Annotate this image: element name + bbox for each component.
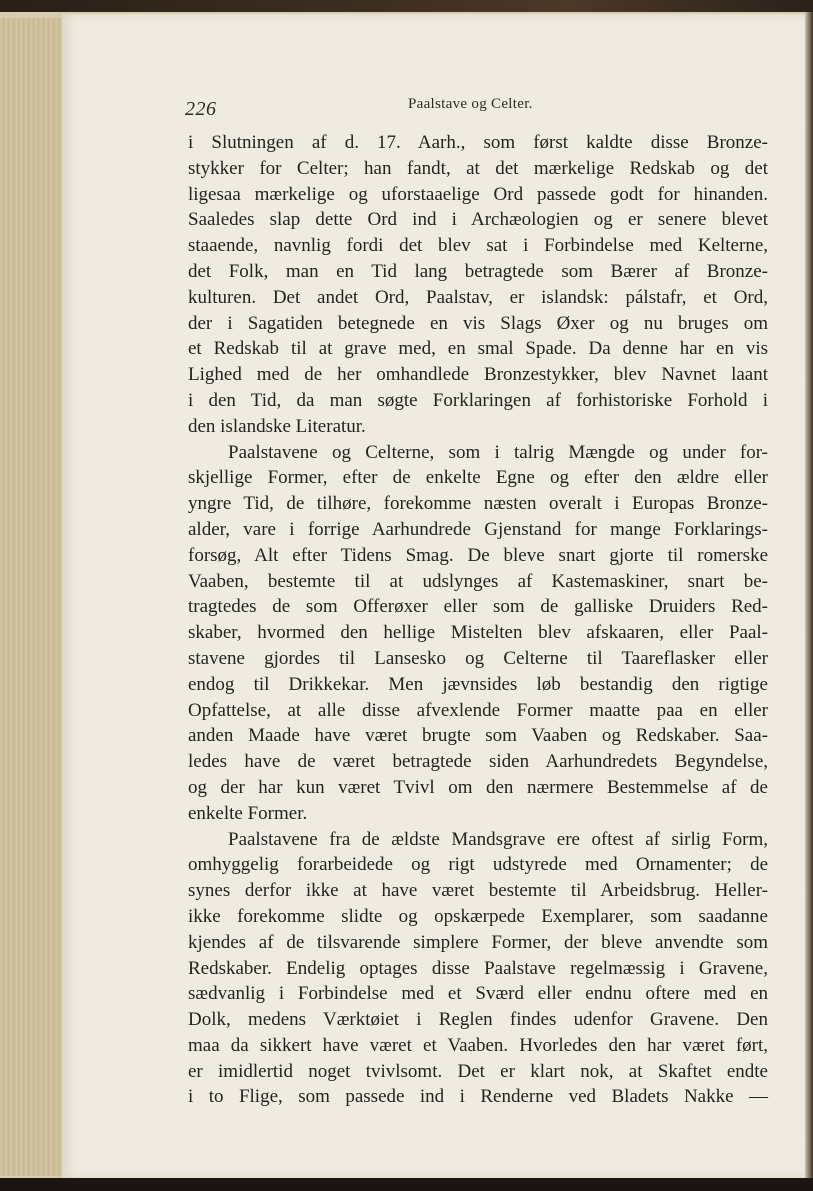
body-text <box>188 130 768 1110</box>
text-line: i to Flige, som passede ind i Renderne ved Bladets Nakke — <box>188 1086 768 1108</box>
text-line: der i Sagatiden betegnede en vis Slags Øxer og nu bruges om <box>188 312 768 334</box>
text-line: alder, vare i forrige Aarhundrede Gjenstand for mange Forklarings- <box>188 518 768 540</box>
text-line: i Slutningen af d. 17. Aarh., som først kaldte disse Bronze- <box>188 132 768 153</box>
text-line: endog til Drikkekar. Men jævnsides løb bestandig den rigtige <box>188 673 768 695</box>
text-line: Paalstavene og Celterne, som i talrig Mængde og under for- <box>228 441 768 463</box>
text-line: forsøg, Alt efter Tidens Smag. De bleve snart gjorte til romerske <box>188 544 768 566</box>
text-line: et Redskab til at grave med, en smal Spade. Da denne har en vis <box>188 338 768 360</box>
text-line: den islandske Literatur. <box>188 415 366 437</box>
text-line: stykker for Celter; han fandt, at det mærkelige Redskab og det <box>188 157 768 179</box>
book-page <box>62 14 805 1178</box>
text-line: enkelte Former. <box>188 802 308 824</box>
text-line: Redskaber. Endelig optages disse Paalstave regelmæssig i Gravene, <box>188 957 768 979</box>
text-line: Paalstavene fra de ældste Mandsgrave ere oftest af sirlig Form, <box>228 828 768 850</box>
text-line: sædvanlig i Forbindelse med et Sværd eller endnu oftere med en <box>188 983 768 1005</box>
text-line: ledes have de været betragtede siden Aarhundredets Begyndelse, <box>188 751 768 773</box>
running-head: Paalstave og Celter. <box>408 96 533 112</box>
right-page-edge <box>805 12 813 1182</box>
text-line: synes derfor ikke at have været bestemte til Arbeidsbrug. Heller- <box>188 880 768 902</box>
text-line: skaber, hvormed den hellige Mistelten blev afskaaren, eller Paal- <box>188 622 768 644</box>
page-number: 226 <box>185 98 217 120</box>
text-line: omhyggelig forarbeidede og rigt udstyrede med Ornamenter; de <box>188 854 768 876</box>
text-line: Lighed med de her omhandlede Bronzestykker, blev Navnet laant <box>188 364 768 386</box>
text-line: Saaledes slap dette Ord ind i Archæologien og er senere blevet <box>188 209 768 231</box>
text-line: stavene gjordes til Lansesko og Celterne til Taareflasker eller <box>188 647 768 669</box>
text-line: det Folk, man en Tid lang betragtede som Bærer af Bronze- <box>188 260 768 282</box>
scan-bottom-edge <box>0 1178 813 1191</box>
page-stack-edge <box>0 18 63 1176</box>
page-header <box>62 14 805 134</box>
text-line: i den Tid, da man søgte Forklaringen af forhistoriske Forhold i <box>188 389 768 411</box>
text-line: kjendes af de tilsvarende simplere Former, der bleve anvendte som <box>188 931 768 953</box>
text-line: ligesaa mærkelige og uforstaaelige Ord passede godt for hinanden. <box>188 183 768 205</box>
text-line: kulturen. Det andet Ord, Paalstav, er islandsk: pálstafr, et Ord, <box>188 286 768 308</box>
text-line: tragtedes de som Offerøxer eller som de galliske Druiders Red- <box>188 596 768 618</box>
text-line: maa da sikkert have været et Vaaben. Hvorledes den har været ført, <box>188 1034 768 1056</box>
text-line: anden Maade have været brugte som Vaaben og Redskaber. Saa- <box>188 725 768 747</box>
text-line: skjellige Former, efter de enkelte Egne og efter den ældre eller <box>188 467 768 489</box>
text-line: og der har kun været Tvivl om den nærmere Bestemmelse af de <box>188 776 768 798</box>
text-line: er imidlertid noget tvivlsomt. Det er klart nok, at Skaftet endte <box>188 1060 768 1082</box>
text-line: Opfattelse, at alle disse afvexlende Former maatte paa en eller <box>188 699 768 721</box>
text-line: staaende, navnlig fordi det blev sat i Forbindelse med Kelterne, <box>188 235 768 257</box>
text-line: ikke forekomme slidte og opskærpede Exemplarer, som saadanne <box>188 905 768 927</box>
text-line: Vaaben, bestemte til at udslynges af Kastemaskiner, snart be- <box>188 570 768 592</box>
text-line: Dolk, medens Værktøiet i Reglen findes udenfor Gravene. Den <box>188 1009 768 1031</box>
text-line: yngre Tid, de tilhøre, forekomme næsten overalt i Europas Bronze- <box>188 493 768 515</box>
